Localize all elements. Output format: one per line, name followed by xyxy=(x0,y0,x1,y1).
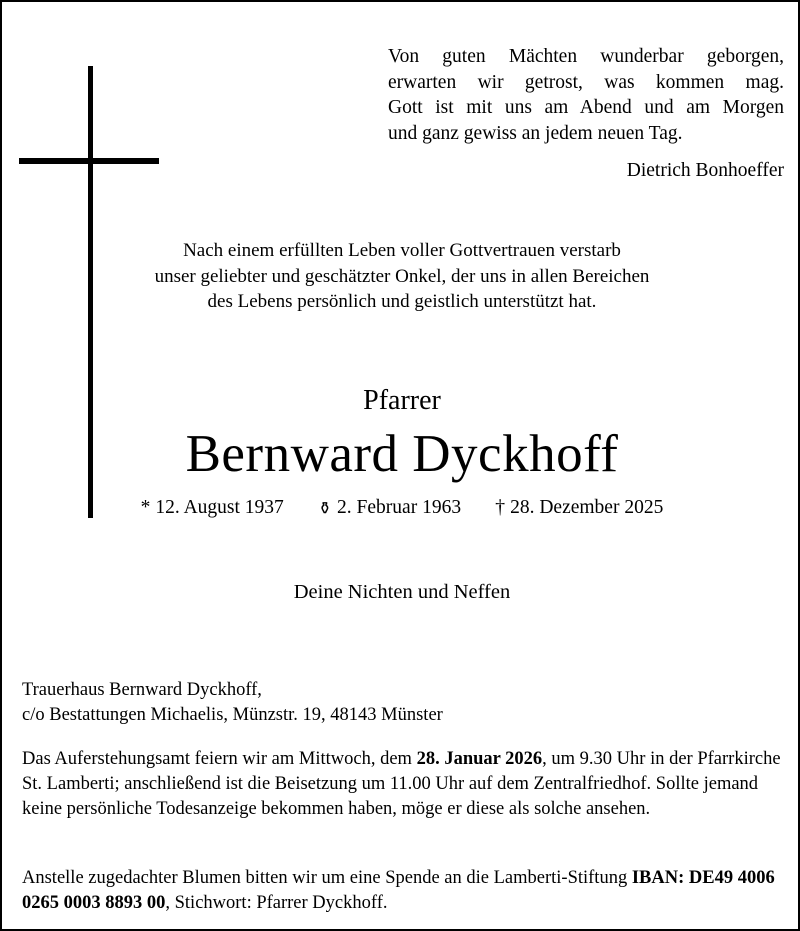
donation-text-part-1: Anstelle zugedachter Blumen bitten wir um eine Spende an die Lamberti-Stiftung xyxy=(22,868,632,888)
ordination-date xyxy=(318,495,461,521)
quote-line-4: und ganz gewiss an jedem neuen Tag. xyxy=(388,122,683,144)
address-line-1: Trauerhaus Bernward Dyckhoff, xyxy=(22,680,262,700)
service-date-bold: 28. Januar 2026 xyxy=(416,749,543,769)
deceased-name: Bernward Dyckhoff xyxy=(185,425,619,483)
birth-date xyxy=(141,495,284,521)
death-date xyxy=(495,494,663,521)
mourners-line: Deine Nichten und Neffen xyxy=(293,581,511,603)
donation-request xyxy=(22,866,784,916)
donation-iban: IBAN: DE49 4006 0265 0003 8893 00 xyxy=(22,868,775,913)
service-text-part-2: , um 9.30 Uhr in der Pfarrkirche St. Lamberti; anschließend ist die Beisetzung um 11.00 Uhr auf dem Zentralfriedhof. Sollte jemand keine persönliche Todesanzeige bekommen haben, möge er diese als solche ansehen. xyxy=(22,749,781,819)
service-text-part-1: Das Auferstehungsamt feiern wir am Mittwoch, dem xyxy=(22,749,417,769)
chalice-ordination-symbol: ⚱ xyxy=(317,499,333,518)
deceased-honorific: Pfarrer xyxy=(363,385,441,416)
funeral-service-details xyxy=(22,747,784,822)
quote-line-2: erwarten wir getrost, was kommen mag. xyxy=(388,71,784,93)
ordination-date-text: 2. Februar 1963 xyxy=(337,497,462,518)
intro-paragraph xyxy=(42,238,762,315)
birth-date-text: 12. August 1937 xyxy=(155,497,284,518)
quote-author: Dietrich Bonhoeffer xyxy=(626,160,784,181)
asterisk-birth-symbol: * xyxy=(140,497,151,518)
life-dates-row xyxy=(42,494,762,521)
quote-line-1: Von guten Mächten wunderbar geborgen, xyxy=(388,46,784,67)
intro-line-1: Nach einem erfüllten Leben voller Gottvertrauen verstarb xyxy=(183,240,621,261)
quote-line-3: Gott ist mit uns am Abend und am Morgen xyxy=(388,97,784,118)
death-date-text: 28. Dezember 2025 xyxy=(510,497,664,518)
cross-horizontal-bar xyxy=(19,158,159,164)
dagger-death-symbol: † xyxy=(495,496,506,518)
intro-line-3: des Lebens persönlich und geistlich unterstützt hat. xyxy=(207,291,597,312)
address-line-2: c/o Bestattungen Michaelis, Münzstr. 19, 48143 Münster xyxy=(22,705,443,725)
intro-line-2: unser geliebter und geschätzter Onkel, der uns in allen Bereichen xyxy=(154,265,650,287)
memorial-quote xyxy=(388,44,784,184)
donation-text-part-2: , Stichwort: Pfarrer Dyckhoff. xyxy=(165,893,388,913)
mourning-house-address xyxy=(22,678,784,728)
